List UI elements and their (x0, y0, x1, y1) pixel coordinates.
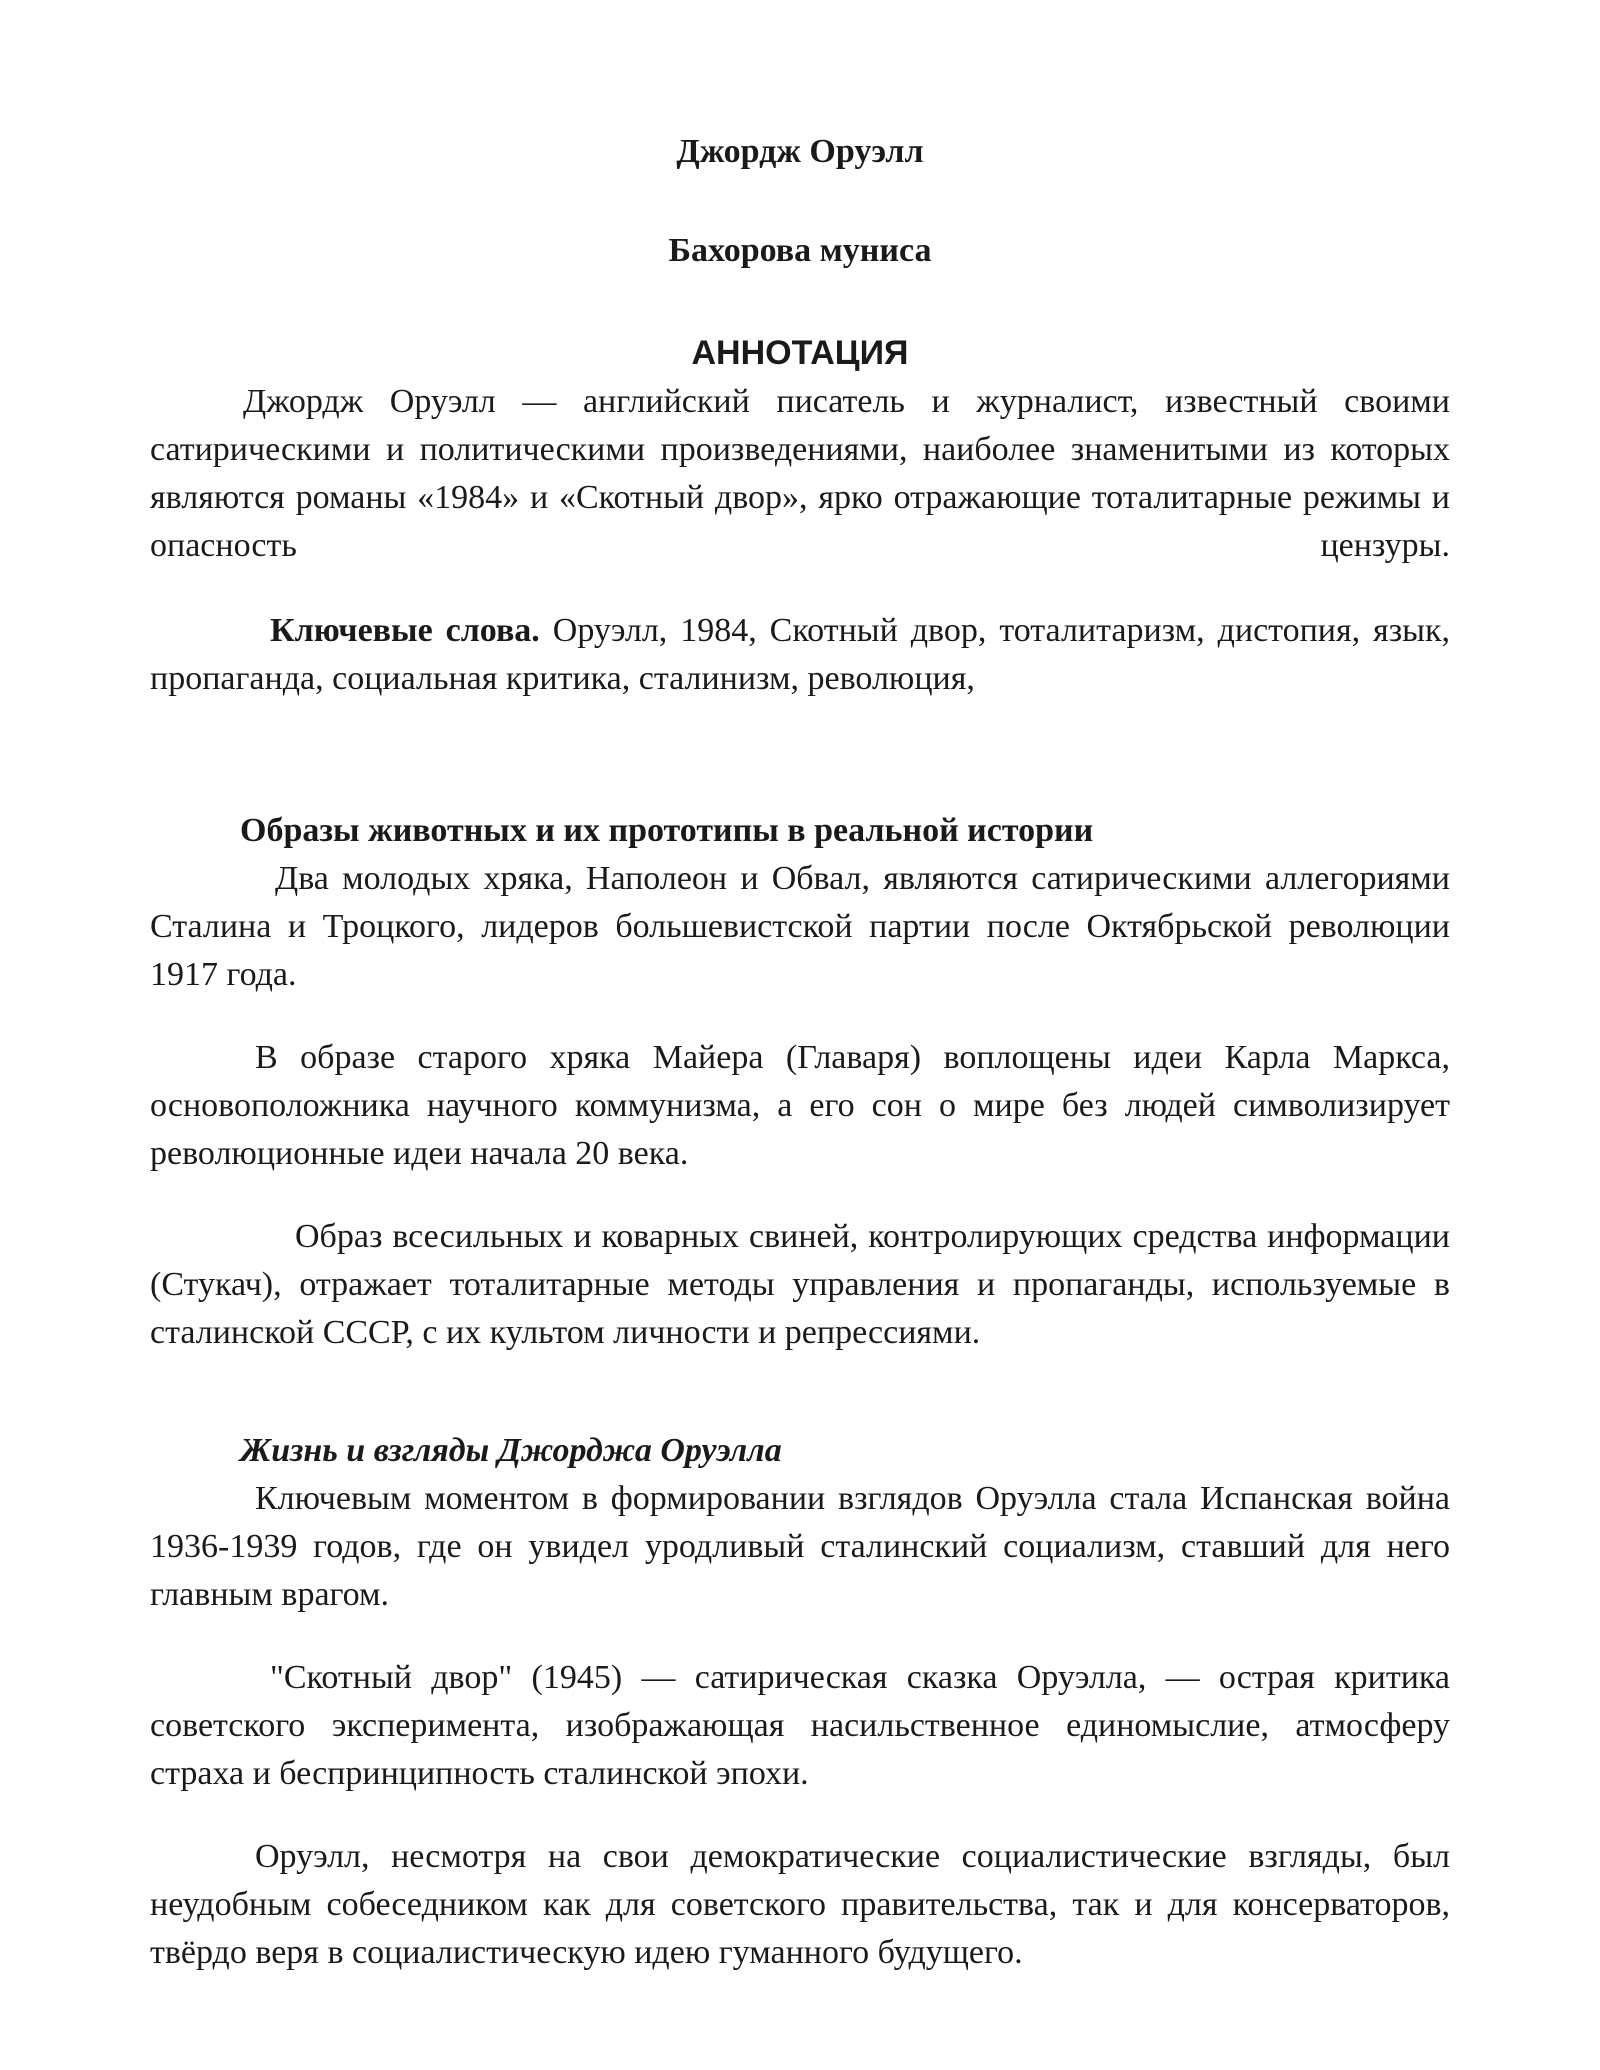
annotation-heading: АННОТАЦИЯ (691, 334, 909, 372)
section-heading-orwell-life: Жизнь и взгляды Джорджа Оруэлла (240, 1432, 782, 1469)
paragraph-spanish-war: Ключевым моментом в формировании взглядов Оруэлла стала Испанская война 1936-1939 годов, где он увидел уродливый сталинский социализм, ставший для него главным врагом. (150, 1480, 1450, 1613)
paragraph-old-major: В образе старого хряка Майера (Главаря) воплощены идеи Карла Маркса, основоположника научного коммунизма, а его сон о мире без людей символизирует революционные идеи начала 20 века. (150, 1039, 1450, 1172)
paragraph-pigs-propaganda: Образ всесильных и коварных свиней, контролирующих средства информации (Стукач), отражает тоталитарные методы управления и пропаганды, используемые в сталинской СССР, с их культом личности и репрессиями. (150, 1218, 1450, 1351)
paragraph-animal-farm-critique: "Скотный двор" (1945) — сатирическая сказка Оруэлла, — острая критика советского эксперимента, изображающая насильственное единомыслие, атмосферу страха и беспринципность сталинской эпохи. (150, 1659, 1450, 1792)
section-heading-animal-images: Образы животных и их прототипы в реальной истории (240, 812, 1094, 849)
paragraph-orwell-views: Оруэлл, несмотря на свои демократические социалистические взгляды, был неудобным собеседником как для советского правительства, так и для консерваторов, твёрдо веря в социалистическую идею гуманного будущего. (150, 1838, 1450, 1971)
student-name: Бахорова муниса (668, 232, 932, 269)
author-title: Джордж Оруэлл (676, 133, 924, 170)
annotation-paragraph: Джордж Оруэлл — английский писатель и журналист, известный своими сатирическими и политическими произведениями, наиболее знаменитыми из которых являются романы «1984» и «Скотный двор», ярко отражающие тоталитарные режимы и опасность цензуры. (150, 383, 1450, 564)
paragraph-napoleon-snowball: Два молодых хряка, Наполеон и Обвал, являются сатирическими аллегориями Сталина и Троцкого, лидеров большевистской партии после Октябрьской революции 1917 года. (150, 860, 1450, 993)
keywords-list: Оруэлл, 1984, Скотный двор, тоталитаризм, дистопия, язык, пропаганда, социальная критика, сталинизм, революция, (150, 612, 1450, 697)
keywords-label: Ключевые слова. (270, 612, 540, 649)
keywords-paragraph (150, 607, 1450, 703)
